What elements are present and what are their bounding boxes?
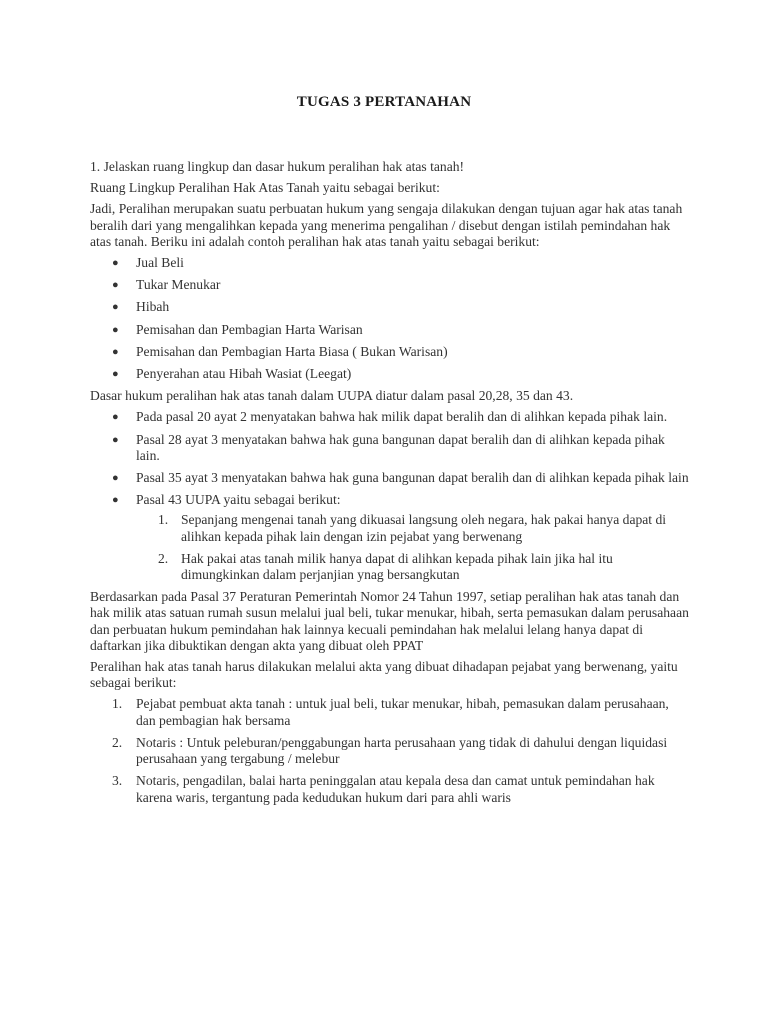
bullet-icon: ● <box>112 433 119 446</box>
bullet-icon: ● <box>112 279 119 292</box>
scope-list <box>90 255 690 382</box>
akta-list <box>90 696 690 805</box>
list-item-text: Tukar Menukar <box>136 277 221 293</box>
list-number: 1. <box>158 512 169 528</box>
list-item-text: Notaris, pengadilan, balai harta peninggalan atau kepala desa dan camat untuk pemindahan hak karena waris, tergantung pada kedudukan hukum dari para ahli waris <box>136 773 655 805</box>
bullet-icon: ● <box>112 301 119 314</box>
list-item-text: Pasal 43 UUPA yaitu sebagai berikut: <box>136 492 341 508</box>
bullet-icon: ● <box>112 323 119 336</box>
akta-intro: Peralihan hak atas tanah harus dilakukan melalui akta yang dibuat dihadapan pejabat yang berwenang, yaitu sebagai berikut: <box>90 659 678 691</box>
scope-paragraph: Jadi, Peralihan merupakan suatu perbuatan hukum yang sengaja dilakukan dengan tujuan agar hak atas tanah beralih dari yang mengalihkan kepada yang menerima pengalihan / disebut dengan istilah pemindahan hak atas tanah. Beriku ini adalah contoh peralihan hak atas tanah yaitu sebagai berikut: <box>90 201 683 249</box>
list-item-text: Penyerahan atau Hibah Wasiat (Leegat) <box>136 366 352 382</box>
list-item-text: Pasal 28 ayat 3 menyatakan bahwa hak guna bangunan dapat beralih dan di alihkan kepada pihak lain. <box>136 431 665 463</box>
list-item <box>90 366 690 382</box>
list-item <box>90 409 690 425</box>
list-item <box>90 432 690 464</box>
list-item-text: Hak pakai atas tanah milik hanya dapat di alihkan kepada pihak lain jika hal itu dimungkinkan dalam perjanjian ynag bersangkutan <box>181 550 613 583</box>
list-number: 2. <box>158 550 169 566</box>
list-item <box>90 492 690 583</box>
bullet-icon: ● <box>112 345 119 358</box>
list-item <box>90 696 690 728</box>
list-item <box>90 299 690 315</box>
pp-paragraph: Berdasarkan pada Pasal 37 Peraturan Pemerintah Nomor 24 Tahun 1997, setiap peralihan hak atas tanah dan hak milik atas satuan rumah susun melalui jual beli, tukar menukar, hibah, serta pemasukan dalam perusahaan dan perbuatan hukum pemindahan hak lainnya kecuali pemindahan hak melalui lelang hanya dapat di daftarkan jika dibuktikan dengan akta yang dibuat oleh PPAT <box>90 589 689 653</box>
list-item-text: Pemisahan dan Pembagian Harta Biasa ( Bukan Warisan) <box>136 343 448 359</box>
list-item <box>90 344 690 360</box>
bullet-icon: ● <box>112 494 119 507</box>
list-item <box>90 470 690 486</box>
list-item <box>136 551 690 583</box>
list-item-text: Notaris : Untuk peleburan/penggabungan harta perusahaan yang tidak di dahului dengan liquidasi perusahaan yang tergabung / melebur <box>136 734 668 767</box>
list-item-text: Pasal 35 ayat 3 menyatakan bahwa hak guna bangunan dapat beralih dan di alihkan kepada pihak lain <box>136 470 689 486</box>
page-title: TUGAS 3 PERTANAHAN <box>296 94 472 110</box>
scope-intro: Ruang Lingkup Peralihan Hak Atas Tanah yaitu sebagai berikut: <box>90 180 440 196</box>
list-item <box>90 322 690 338</box>
list-item <box>90 255 690 271</box>
list-item-text: Pemisahan dan Pembagian Harta Warisan <box>136 321 363 337</box>
list-item <box>90 277 690 293</box>
list-item <box>90 773 690 805</box>
bullet-icon: ● <box>112 472 119 485</box>
list-number: 1. <box>112 696 123 712</box>
list-item-text: Pada pasal 20 ayat 2 menyatakan bahwa hak milik dapat beralih dan di alihkan kepada pihak lain. <box>136 409 668 425</box>
bullet-icon: ● <box>112 257 119 270</box>
legal-basis-intro: Dasar hukum peralihan hak atas tanah dalam UUPA diatur dalam pasal 20,28, 35 dan 43. <box>90 388 574 404</box>
list-item-text: Hibah <box>136 299 170 315</box>
list-number: 3. <box>112 773 123 789</box>
pasal-43-list <box>136 512 690 583</box>
bullet-icon: ● <box>112 411 119 424</box>
bullet-icon: ● <box>112 368 119 381</box>
document-body <box>90 159 690 812</box>
legal-basis-list <box>90 409 690 583</box>
list-item <box>90 735 690 767</box>
list-item <box>136 512 690 544</box>
list-item-text: Sepanjang mengenai tanah yang dikuasai langsung oleh negara, hak pakai hanya dapat di alihkan kepada pihak lain dengan izin pejabat yang berwenang <box>181 512 667 544</box>
question-1: 1. Jelaskan ruang lingkup dan dasar hukum peralihan hak atas tanah! <box>90 159 465 174</box>
list-number: 2. <box>112 734 123 750</box>
list-item-text: Pejabat pembuat akta tanah : untuk jual beli, tukar menukar, hibah, pemasukan dalam perusahaan, dan pembagian hak bersama <box>136 696 669 728</box>
list-item-text: Jual Beli <box>136 255 184 271</box>
